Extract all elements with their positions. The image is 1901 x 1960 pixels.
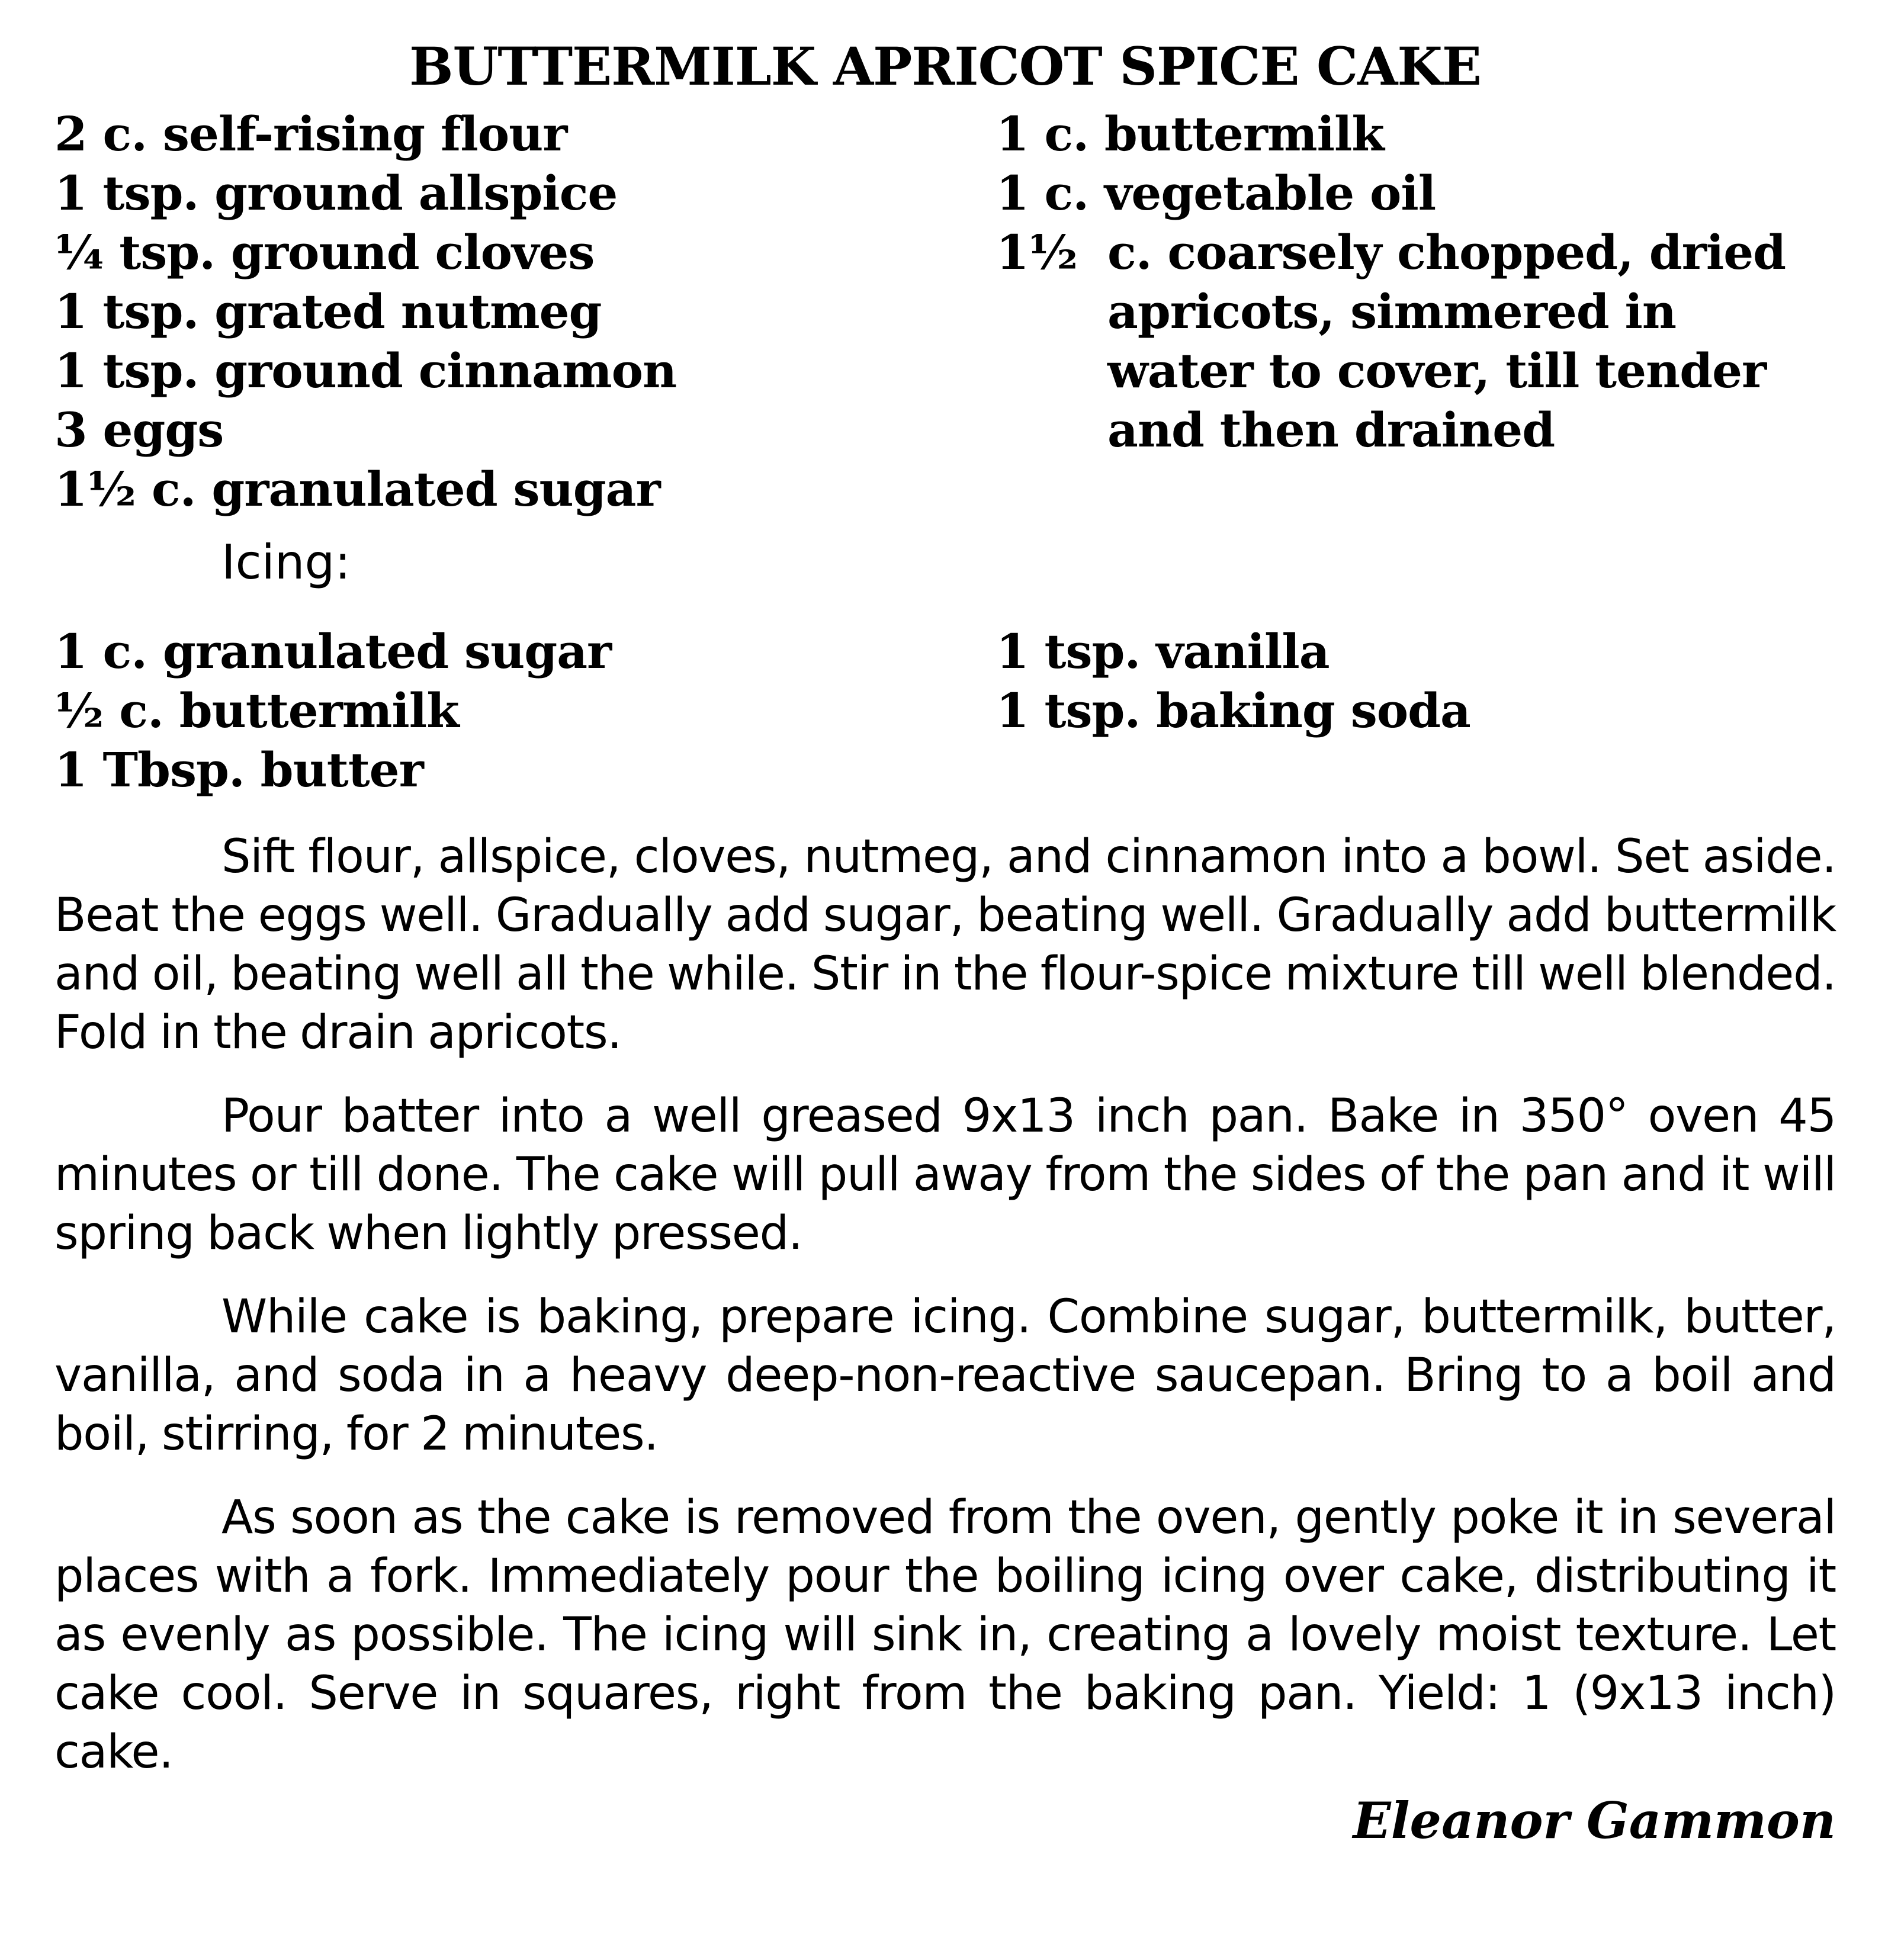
cake-ingredients	[54, 104, 1836, 519]
cake-ingredients-right-column	[996, 104, 1836, 519]
ingredient-item: 1½ c. granulated sugar	[54, 461, 660, 517]
ingredient-quantity: 1½	[996, 224, 1078, 280]
icing-ingredients	[54, 622, 1836, 799]
ingredient-item: 1 c. buttermilk	[996, 106, 1384, 162]
icing-ingredients-right-column	[996, 622, 1836, 799]
direction-paragraph: While cake is baking, prepare icing. Combine sugar, buttermilk, butter, vanilla, and soda in a heavy deep-non-reactive saucepan. Bring to a boil and boil, stirring, for 2 minutes.	[54, 1290, 1836, 1461]
icing-ingredients-left-column	[54, 622, 996, 799]
ingredient-item: 2 c. self-rising flour	[54, 106, 567, 162]
ingredient-item: 1 tsp. grated nutmeg	[54, 284, 602, 339]
ingredient-item: ¼ tsp. ground cloves	[54, 224, 595, 280]
cake-ingredients-left-column	[54, 104, 996, 519]
directions	[54, 828, 1836, 1782]
ingredient-item: 1 Tbsp. butter	[54, 742, 423, 798]
cake-ingredients-left-list	[54, 104, 996, 519]
ingredient-item: 1 tsp. ground allspice	[54, 165, 618, 221]
ingredient-item: 1 tsp. ground cinnamon	[54, 343, 677, 399]
author-signature: Eleanor Gammon	[1353, 1791, 1836, 1850]
ingredient-description: c. coarsely chopped, dried apricots, simmered in water to cover, till tender and then drained	[1107, 224, 1786, 458]
cake-ingredients-right-list	[996, 104, 1836, 460]
recipe-title: BUTTERMILK APRICOT SPICE CAKE	[409, 36, 1481, 97]
icing-heading: Icing:	[221, 535, 351, 590]
ingredient-item-apricots	[996, 223, 1836, 460]
ingredient-item: 3 eggs	[54, 402, 224, 458]
icing-ingredients-right-list	[996, 622, 1836, 740]
ingredient-item: 1 c. granulated sugar	[54, 624, 612, 679]
direction-paragraph: As soon as the cake is removed from the oven, gently poke it in several places with a fork. Immediately pour the boiling icing over cake, distributing it as evenly as possible. The icing will sink in, creating a lovely moist texture. Let cake cool. Serve in squares, right from the baking pan. Yield: 1 (9x13 inch) cake.	[54, 1491, 1836, 1779]
direction-paragraph: Sift flour, allspice, cloves, nutmeg, and cinnamon into a bowl. Set aside. Beat the eggs well. Gradually add sugar, beating well. Gradually add buttermilk and oil, beating well all the while. Stir in the flour-spice mixture till well blended. Fold in the drain apricots.	[54, 830, 1836, 1059]
ingredient-item: 1 c. vegetable oil	[996, 165, 1436, 221]
ingredient-item: 1 tsp. baking soda	[996, 683, 1470, 738]
ingredient-item: ½ c. buttermilk	[54, 683, 459, 738]
icing-ingredients-left-list	[54, 622, 996, 799]
direction-paragraph: Pour batter into a well greased 9x13 inch pan. Bake in 350° oven 45 minutes or till done. The cake will pull away from the sides of the pan and it will spring back when lightly pressed.	[54, 1090, 1836, 1260]
ingredient-item: 1 tsp. vanilla	[996, 624, 1330, 679]
